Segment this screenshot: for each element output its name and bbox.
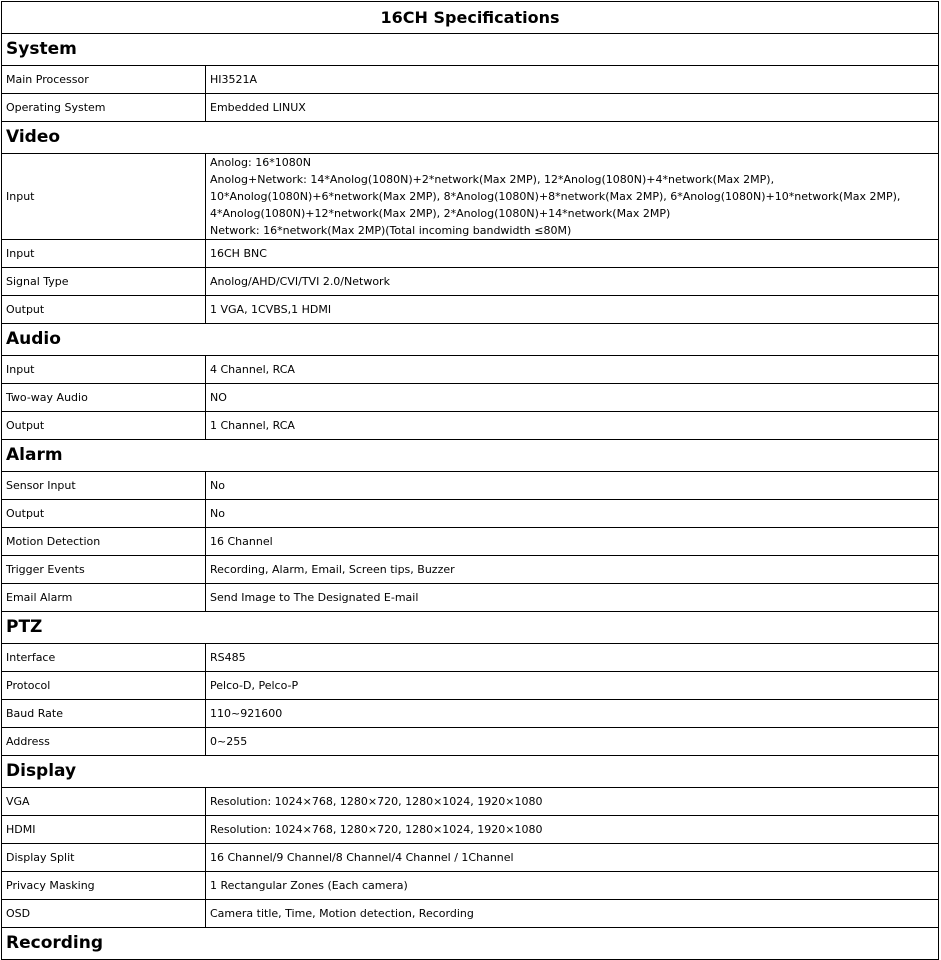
spec-value [206, 844, 939, 872]
spec-row [2, 66, 939, 94]
spec-value-line: Resolution: 1024×768, 1280×720, 1280×1024, 1920×1080 [210, 795, 543, 808]
section-header-alarm [2, 440, 939, 472]
spec-row [2, 788, 939, 816]
spec-value [206, 644, 939, 672]
spec-row [2, 644, 939, 672]
spec-value [206, 528, 939, 556]
spec-label: Trigger Events [2, 556, 206, 584]
spec-value [206, 472, 939, 500]
spec-row [2, 700, 939, 728]
spec-value-line: 4 Channel, RCA [210, 363, 295, 376]
spec-label: Email Alarm [2, 584, 206, 612]
spec-value [206, 816, 939, 844]
section-title: PTZ [2, 612, 939, 644]
spec-row [2, 872, 939, 900]
spec-value [206, 672, 939, 700]
spec-row [2, 900, 939, 928]
spec-row [2, 672, 939, 700]
spec-label: HDMI [2, 816, 206, 844]
spec-label: Privacy Masking [2, 872, 206, 900]
spec-label: Baud Rate [2, 700, 206, 728]
spec-table [1, 1, 939, 960]
section-title: Recording [2, 928, 939, 960]
spec-value [206, 356, 939, 384]
spec-label: Signal Type [2, 268, 206, 296]
title-row [2, 2, 939, 34]
spec-value-line: 110~921600 [210, 707, 283, 720]
spec-row [2, 412, 939, 440]
spec-value-line: Network: 16*network(Max 2MP)(Total incoming bandwidth ≤80M) [210, 224, 572, 237]
spec-value-line: No [210, 479, 225, 492]
section-header-video [2, 122, 939, 154]
spec-value-line: Anolog/AHD/CVI/TVI 2.0/Network [210, 275, 390, 288]
spec-label: Input [2, 240, 206, 268]
spec-label: Main Processor [2, 66, 206, 94]
spec-value [206, 296, 939, 324]
spec-value [206, 556, 939, 584]
spec-value [206, 788, 939, 816]
spec-value-line: NO [210, 391, 227, 404]
spec-value [206, 412, 939, 440]
spec-label: Output [2, 412, 206, 440]
spec-row [2, 268, 939, 296]
spec-value-line: Pelco-D, Pelco-P [210, 679, 299, 692]
spec-row [2, 528, 939, 556]
spec-value-line: 16CH BNC [210, 247, 267, 260]
spec-value-line: 16 Channel/9 Channel/8 Channel/4 Channel / 1Channel [210, 851, 514, 864]
spec-value-line: No [210, 507, 225, 520]
spec-row [2, 94, 939, 122]
spec-label: VGA [2, 788, 206, 816]
spec-label: Interface [2, 644, 206, 672]
spec-value-line: HI3521A [210, 73, 258, 86]
spec-value-line: 10*Anolog(1080N)+6*network(Max 2MP), 8*Anolog(1080N)+8*network(Max 2MP), 6*Anolog(1080N)+10*network(Max 2MP), [210, 190, 901, 203]
spec-value-line: 4*Anolog(1080N)+12*network(Max 2MP), 2*Anolog(1080N)+14*network(Max 2MP) [210, 207, 671, 220]
spec-value-line: Anolog: 16*1080N [210, 156, 311, 169]
spec-label: Protocol [2, 672, 206, 700]
spec-value-line: 0~255 [210, 735, 248, 748]
spec-value-line: 1 Rectangular Zones (Each camera) [210, 879, 408, 892]
section-header-recording [2, 928, 939, 960]
spec-row [2, 816, 939, 844]
section-header-system [2, 34, 939, 66]
section-header-display [2, 756, 939, 788]
spec-label: OSD [2, 900, 206, 928]
spec-label: Output [2, 296, 206, 324]
section-title: Video [2, 122, 939, 154]
spec-label: Sensor Input [2, 472, 206, 500]
spec-value-line: 1 Channel, RCA [210, 419, 295, 432]
section-title: Alarm [2, 440, 939, 472]
spec-value [206, 94, 939, 122]
spec-row [2, 472, 939, 500]
spec-value [206, 584, 939, 612]
spec-label: Operating System [2, 94, 206, 122]
section-header-ptz [2, 612, 939, 644]
spec-row [2, 844, 939, 872]
spec-row [2, 356, 939, 384]
spec-value [206, 66, 939, 94]
spec-value-line: Anolog+Network: 14*Anolog(1080N)+2*network(Max 2MP), 12*Anolog(1080N)+4*network(Max 2MP), [210, 173, 775, 186]
spec-value [206, 154, 939, 240]
spec-row [2, 556, 939, 584]
spec-row [2, 584, 939, 612]
spec-row [2, 500, 939, 528]
spec-value [206, 384, 939, 412]
spec-label: Output [2, 500, 206, 528]
spec-label: Display Split [2, 844, 206, 872]
spec-row [2, 728, 939, 756]
spec-value [206, 900, 939, 928]
spec-value [206, 700, 939, 728]
spec-value-line: Send Image to The Designated E-mail [210, 591, 419, 604]
spec-value-line: Recording, Alarm, Email, Screen tips, Buzzer [210, 563, 455, 576]
spec-value-line: Camera title, Time, Motion detection, Recording [210, 907, 474, 920]
section-title: Audio [2, 324, 939, 356]
spec-value-line: RS485 [210, 651, 246, 664]
spec-row [2, 240, 939, 268]
spec-value [206, 268, 939, 296]
spec-label: Two-way Audio [2, 384, 206, 412]
spec-value [206, 240, 939, 268]
spec-label: Address [2, 728, 206, 756]
spec-label: Input [2, 356, 206, 384]
spec-row [2, 154, 939, 240]
spec-label: Motion Detection [2, 528, 206, 556]
spec-value-line: 1 VGA, 1CVBS,1 HDMI [210, 303, 332, 316]
section-title: System [2, 34, 939, 66]
spec-value-line: Embedded LINUX [210, 101, 306, 114]
spec-value [206, 872, 939, 900]
section-header-audio [2, 324, 939, 356]
page-title: 16CH Specifications [2, 2, 939, 34]
spec-value [206, 500, 939, 528]
spec-row [2, 296, 939, 324]
spec-value-line: 16 Channel [210, 535, 273, 548]
spec-value [206, 728, 939, 756]
spec-label: Input [2, 154, 206, 240]
spec-value-line: Resolution: 1024×768, 1280×720, 1280×1024, 1920×1080 [210, 823, 543, 836]
spec-table-body [2, 2, 939, 960]
section-title: Display [2, 756, 939, 788]
spec-row [2, 384, 939, 412]
